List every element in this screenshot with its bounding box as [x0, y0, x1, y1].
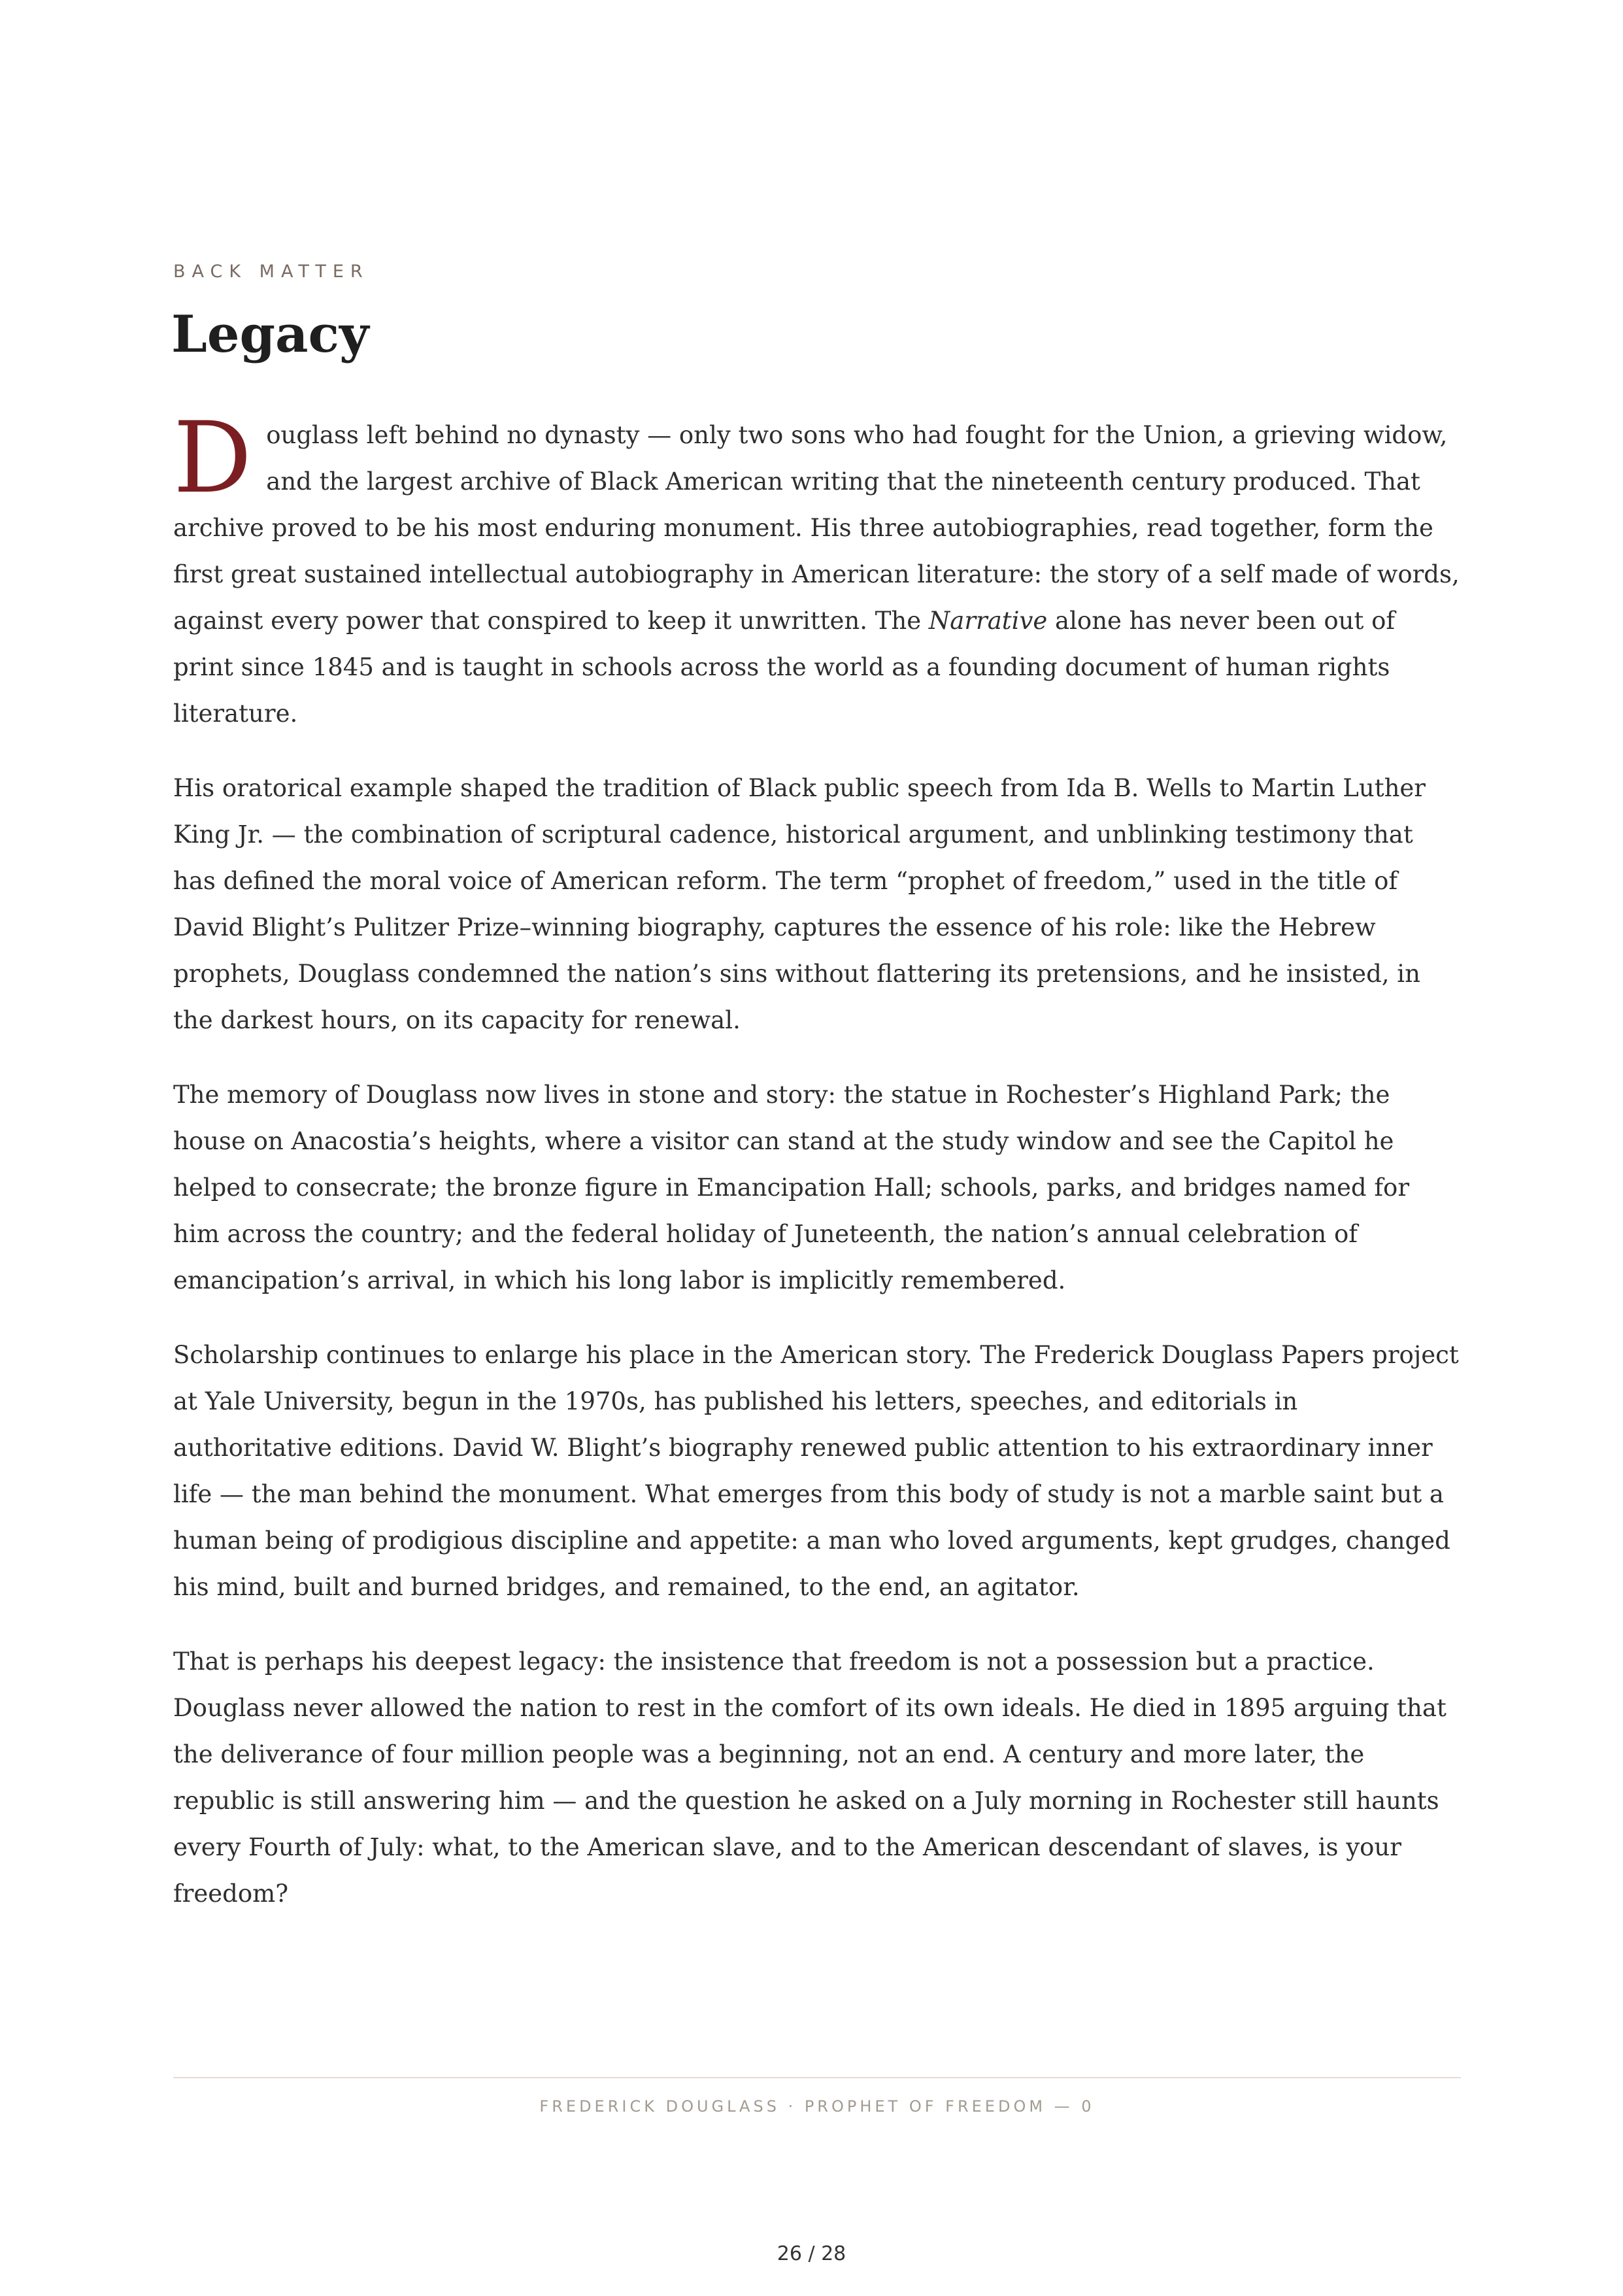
page-title: Legacy	[171, 305, 369, 364]
paragraph-4: Scholarship continues to enlarge his place in the American story. The Frederick Douglass Papers project at Yale University, begun in the 1970s, has published his letters, speeches, and editorials in authoritative editions. David W. Blight’s biography renewed public attention to his extraordinary inner life — the man behind the monument. What emerges from this body of study is not a marble saint but a human being of prodigious discipline and appetite: a man who loved arguments, kept grudges, changed his mind, built and burned bridges, and remained, to the end, an agitator.	[173, 1341, 1459, 1601]
paragraph-5: That is perhaps his deepest legacy: the insistence that freedom is not a possession but a practice. Douglass never allowed the nation to rest in the comfort of its own ideals. He died in 1895 arguing that the deliverance of four million people was a beginning, not an end. A century and more later, the republic is still answering him — and the question he asked on a July morning in Rochester still haunts every Fourth of July: what, to the American slave, and to the American descendant of slaves, is your freedom?	[173, 1647, 1447, 1908]
section-eyebrow: BACK MATTER	[173, 262, 369, 282]
running-footer: FREDERICK DOUGLASS · PROPHET OF FREEDOM — 0	[539, 2097, 1095, 2116]
footer-divider	[173, 2077, 1461, 2078]
body-text	[173, 401, 1461, 1945]
paragraph-2: His oratorical example shaped the tradition of Black public speech from Ida B. Wells to Martin Luther King Jr. — the combination of scriptural cadence, historical argument, and unblinking testimony that has defined the moral voice of American reform. The term “prophet of freedom,” used in the title of David Blight’s Pulitzer Prize–winning biography, captures the essence of his role: like the Hebrew prophets, Douglass condemned the nation’s sins without flattering its pretensions, and he insisted, in the darkest hours, on its capacity for renewal.	[173, 774, 1426, 1034]
paragraph-3: The memory of Douglass now lives in stone and story: the statue in Rochester’s Highland Park; the house on Anacostia’s heights, where a visitor can stand at the study window and see the Capitol he helped to consecrate; the bronze figure in Emancipation Hall; schools, parks, and bridges named for him across the country; and the federal holiday of Juneteenth, the nation’s annual celebration of emancipation’s arrival, in which his long labor is implicitly remembered.	[173, 1081, 1410, 1294]
drop-cap: D	[173, 401, 252, 515]
narrative-italic: Narrative	[928, 607, 1048, 635]
page-indicator: 26 / 28	[777, 2242, 846, 2265]
paragraph-1-text-a: ouglass left behind no dynasty — only two sons who had fought for the Union, a grieving widow, and the largest archive of Black American writing that the nineteenth century produced. That archive proved to be his most enduring monument. His three autobiographies, read together, form the first great sustained intellectual autobiography in American literature: the story of a self made of words, against every power that conspired to keep it unwritten. The	[173, 421, 1460, 635]
paragraph-1-text-b: alone has never been out of print since 1845 and is taught in schools across the world as a founding document of human rights literature.	[173, 607, 1396, 728]
paragraph-1	[173, 401, 1461, 737]
